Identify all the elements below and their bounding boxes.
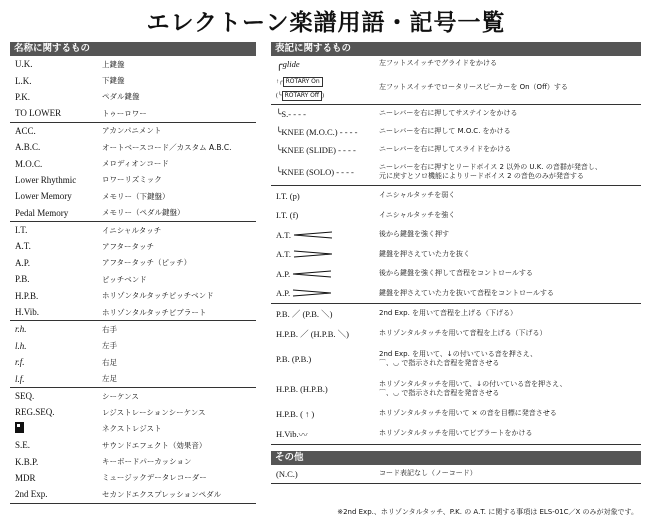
footswitch-group — [271, 56, 641, 105]
names-row — [10, 105, 256, 121]
touch-label: I.T. (p) — [276, 190, 300, 201]
names-row — [10, 123, 256, 139]
bend-term — [271, 428, 379, 441]
touch-desc: 鍵盤を押さえていた力を抜く — [379, 249, 470, 258]
names-desc: 上鍵盤 — [102, 59, 125, 69]
bend-desc — [379, 380, 641, 399]
names-row — [10, 56, 256, 72]
touch-row — [271, 245, 641, 265]
names-desc: シーケンス — [102, 391, 139, 401]
names-term: SEQ. — [15, 391, 35, 401]
names-section-header: 名称に関するもの — [10, 42, 256, 56]
names-term: MDR — [15, 472, 36, 483]
notation-section-header: 表記に関するもの — [271, 42, 641, 56]
crescendo-icon — [293, 231, 333, 239]
knee-desc-line: ニーレバーを右に押してサステインをかける — [379, 109, 518, 118]
touch-row — [271, 206, 641, 226]
names-desc: メロディオンコード — [102, 159, 169, 169]
knee-desc-line: 元に戻すとソロ機能によりリードボイス 2 の音色のみが発音する — [379, 172, 584, 180]
knee-label: S.- - - - — [281, 109, 306, 119]
names-row — [10, 222, 256, 238]
bend-row — [271, 374, 641, 404]
bend-term: H.P.B. ／ (H.P.B. ＼) — [276, 329, 349, 339]
knee-row — [271, 141, 641, 159]
bend-label: H.Vib. — [276, 429, 299, 439]
knee-lever-group — [271, 105, 641, 186]
knee-term — [271, 127, 379, 138]
touch-term — [271, 269, 379, 279]
bend-row — [271, 304, 641, 324]
bend-row — [271, 324, 641, 344]
names-term: P.B. — [15, 274, 30, 285]
glide-desc: 左フットスイッチでグライドをかける — [379, 59, 497, 68]
bend-desc-line: ホリゾンタルタッチを用いてビブラートをかける — [379, 429, 533, 438]
knee-row — [271, 123, 641, 141]
names-desc: キーボードパーカッション — [102, 457, 192, 467]
knee-bracket-icon: ╰ — [276, 166, 282, 177]
names-desc: ピッチベンド — [102, 274, 147, 284]
names-row — [10, 421, 256, 437]
touch-row — [271, 186, 641, 206]
knee-desc-line: ニーレバーを右に押して M.O.C. をかける — [379, 127, 511, 136]
names-desc: アカンパニメント — [102, 126, 162, 136]
names-row — [10, 388, 256, 404]
names-term: REG.SEQ. — [15, 407, 55, 418]
names-desc: アフタータッチ（ピッチ） — [102, 258, 192, 268]
names-row — [10, 172, 256, 188]
glide-term: ╭ glide — [276, 58, 300, 71]
names-term: Lower Memory — [15, 191, 72, 202]
knee-desc — [379, 145, 641, 154]
notation-section — [271, 42, 641, 484]
names-row — [10, 338, 256, 354]
names-term — [10, 422, 98, 435]
names-desc: ペダル鍵盤 — [102, 92, 140, 102]
knee-desc-line: ニーレバーを右に押すとリードボイス 2 以外の U.K. の音群が発音し、 — [379, 162, 602, 171]
knee-bracket-icon: ╰ — [276, 126, 282, 137]
bend-desc-line: ⌒、◡ で指示された音程を発音させる — [379, 389, 500, 397]
touch-label: A.T. — [276, 249, 291, 260]
nc-desc: コード表記なし（ノーコード） — [379, 469, 477, 478]
bend-row — [271, 424, 641, 444]
names-desc: 右足 — [102, 357, 117, 367]
names-term: 2nd Exp. — [15, 489, 48, 500]
other-section-header: その他 — [271, 451, 641, 465]
names-row — [10, 271, 256, 287]
names-group — [10, 321, 256, 388]
bend-desc-line: ホリゾンタルタッチを用いて、↓の付いている音を押さえ、 — [379, 379, 567, 388]
pitch-bend-group — [271, 304, 641, 445]
nc-row — [271, 465, 641, 483]
bend-desc-line: 2nd Exp. を用いて、↓の付いている音を押さえ、 — [379, 349, 538, 358]
bend-term: P.B. ／ (P.B. ＼) — [276, 309, 333, 319]
glide-row — [271, 56, 641, 72]
names-term: K.B.P. — [15, 456, 39, 467]
bend-desc — [379, 329, 641, 338]
names-term: I.T. — [15, 225, 28, 236]
names-row — [10, 255, 256, 271]
bend-desc-line: ⌒、◡ で指示された音程を発音させる — [379, 359, 500, 367]
names-desc: トゥーロワー — [102, 108, 147, 118]
names-row — [10, 354, 256, 370]
names-desc: セカンドエクスプレッションペダル — [102, 489, 222, 499]
touch-desc: 後から鍵盤を強く押す — [379, 230, 449, 239]
knee-bracket-icon: ╰ — [276, 144, 282, 155]
names-desc: 右手 — [102, 324, 117, 334]
names-desc: ロワーリズミック — [102, 175, 162, 185]
names-row — [10, 486, 256, 502]
names-row — [10, 155, 256, 171]
bend-desc — [379, 350, 641, 369]
rotary-term: ↑╭ ROTARY On (╰ ROTARY Off ) — [276, 78, 325, 99]
bend-term: H.P.B. (H.P.B.) — [276, 384, 328, 394]
knee-bracket-icon: ╰ — [276, 108, 282, 119]
names-term: A.P. — [15, 257, 31, 268]
names-group — [10, 388, 256, 504]
names-row — [10, 188, 256, 204]
names-row — [10, 321, 256, 337]
names-term: P.K. — [15, 91, 31, 102]
names-desc: ネクストレジスト — [102, 424, 162, 434]
names-desc: アフタータッチ — [102, 241, 154, 251]
touch-row — [271, 284, 641, 304]
touch-label: A.T. — [276, 229, 291, 240]
touch-group — [271, 186, 641, 304]
names-desc: メモリー（ペダル鍵盤） — [102, 208, 185, 218]
names-row — [10, 89, 256, 105]
names-group — [10, 56, 256, 123]
names-group — [10, 222, 256, 321]
names-desc: 下鍵盤 — [102, 76, 125, 86]
touch-label: A.P. — [276, 268, 291, 279]
names-desc: レジストレーションシーケンス — [102, 407, 206, 417]
touch-term — [271, 249, 379, 259]
names-desc: ホリゾンタルタッチビブラート — [102, 307, 207, 317]
names-group — [10, 123, 256, 222]
bend-term: H.P.B. ( ↑ ) — [276, 409, 315, 419]
touch-label: I.T. (f) — [276, 210, 299, 221]
names-row — [10, 304, 256, 320]
knee-desc — [379, 127, 641, 136]
names-row — [10, 72, 256, 88]
diminuendo-icon — [292, 289, 332, 297]
names-term: H.Vib. — [15, 307, 39, 318]
names-row — [10, 404, 256, 420]
rotary-off-box: ROTARY Off — [282, 91, 322, 101]
names-term: A.T. — [15, 241, 31, 252]
bend-row — [271, 344, 641, 374]
names-row — [10, 470, 256, 486]
names-term: ACC. — [15, 125, 36, 136]
names-desc: サウンドエフェクト（効果音） — [102, 440, 207, 450]
names-row — [10, 370, 256, 386]
knee-desc — [379, 109, 641, 118]
names-desc: 左足 — [102, 374, 117, 384]
bend-row — [271, 404, 641, 424]
names-term: U.K. — [15, 59, 33, 70]
rotary-on-box: ROTARY On — [283, 77, 323, 87]
names-desc: 左手 — [102, 341, 117, 351]
bend-term: P.B. (P.B.) — [276, 354, 312, 364]
knee-label: KNEE (SOLO) - - - - — [281, 167, 354, 177]
page-title: エレクトーン楽譜用語・記号一覧 — [146, 10, 506, 36]
touch-term — [271, 288, 379, 298]
names-row — [10, 437, 256, 453]
bend-desc — [379, 409, 641, 418]
names-term: Pedal Memory — [15, 207, 69, 218]
names-desc: メモリー（下鍵盤） — [102, 191, 170, 201]
touch-term — [271, 191, 379, 201]
names-row — [10, 205, 256, 221]
names-term: H.P.B. — [15, 290, 39, 301]
names-term: A.B.C. — [15, 142, 41, 153]
names-term: r.f. — [15, 357, 25, 368]
touch-term — [271, 210, 379, 220]
other-group — [271, 465, 641, 484]
rotary-row — [271, 72, 641, 104]
touch-row — [271, 225, 641, 245]
names-term: M.O.C. — [15, 158, 43, 169]
names-table — [10, 56, 256, 504]
diminuendo-icon — [293, 250, 333, 258]
names-term: l.h. — [15, 340, 27, 351]
bend-desc — [379, 309, 641, 318]
touch-desc: イニシャルタッチを強く — [379, 210, 456, 219]
names-term: l.f. — [15, 373, 25, 384]
names-desc: オートベースコード／カスタム A.B.C. — [102, 142, 232, 152]
touch-desc: イニシャルタッチを弱く — [379, 191, 456, 200]
names-section — [10, 42, 256, 504]
bend-desc-line: ホリゾンタルタッチを用いて × の音を目標に発音させる — [379, 409, 557, 418]
names-desc: ミュージックデータレコーダー — [102, 473, 207, 483]
names-term: S.E. — [15, 440, 31, 451]
touch-row — [271, 264, 641, 284]
rotary-desc: 左フットスイッチでロータリースピーカーを On（Off）する — [379, 83, 568, 92]
knee-desc-line: ニーレバーを右に押してスライドをかける — [379, 145, 512, 154]
touch-desc: 後から鍵盤を強く押して音程をコントロールする — [379, 269, 533, 278]
knee-label: KNEE (SLIDE) - - - - — [281, 145, 356, 155]
knee-row — [271, 159, 641, 185]
nc-term: (N.C.) — [276, 469, 298, 479]
knee-label: KNEE (M.O.C.) - - - - — [281, 127, 358, 137]
bend-desc-line: ホリゾンタルタッチを用いて音程を上げる（下げる） — [379, 329, 547, 338]
bend-desc-line: 2nd Exp. を用いて音程を上げる（下げる） — [379, 309, 518, 318]
knee-term — [271, 145, 379, 156]
footnote: ※2nd Exp.、ホリゾンタルタッチ、P.K. の A.T. に関する事項は ELS-01C／X のみが対象です。 — [337, 508, 638, 516]
names-desc: ホリゾンタルタッチピッチベンド — [102, 291, 214, 301]
touch-term — [271, 230, 379, 240]
vibrato-wave-icon: 〰 — [298, 429, 308, 440]
bend-desc — [379, 429, 641, 438]
names-term: TO LOWER — [15, 108, 62, 119]
knee-term — [271, 109, 379, 120]
knee-term — [271, 167, 379, 178]
touch-label: A.P. — [276, 288, 291, 299]
touch-desc: 鍵盤を押さえていた力を抜いて音程をコントロールする — [379, 288, 554, 297]
names-row — [10, 238, 256, 254]
names-row — [10, 139, 256, 155]
names-row — [10, 453, 256, 469]
names-term: r.h. — [15, 324, 27, 335]
names-term: Lower Rhythmic — [15, 174, 77, 185]
names-row — [10, 287, 256, 303]
names-term: L.K. — [15, 75, 32, 86]
knee-desc — [379, 163, 641, 182]
crescendo-icon — [292, 270, 332, 278]
next-regist-icon — [15, 422, 24, 433]
names-desc: イニシャルタッチ — [102, 225, 162, 235]
knee-row — [271, 105, 641, 123]
